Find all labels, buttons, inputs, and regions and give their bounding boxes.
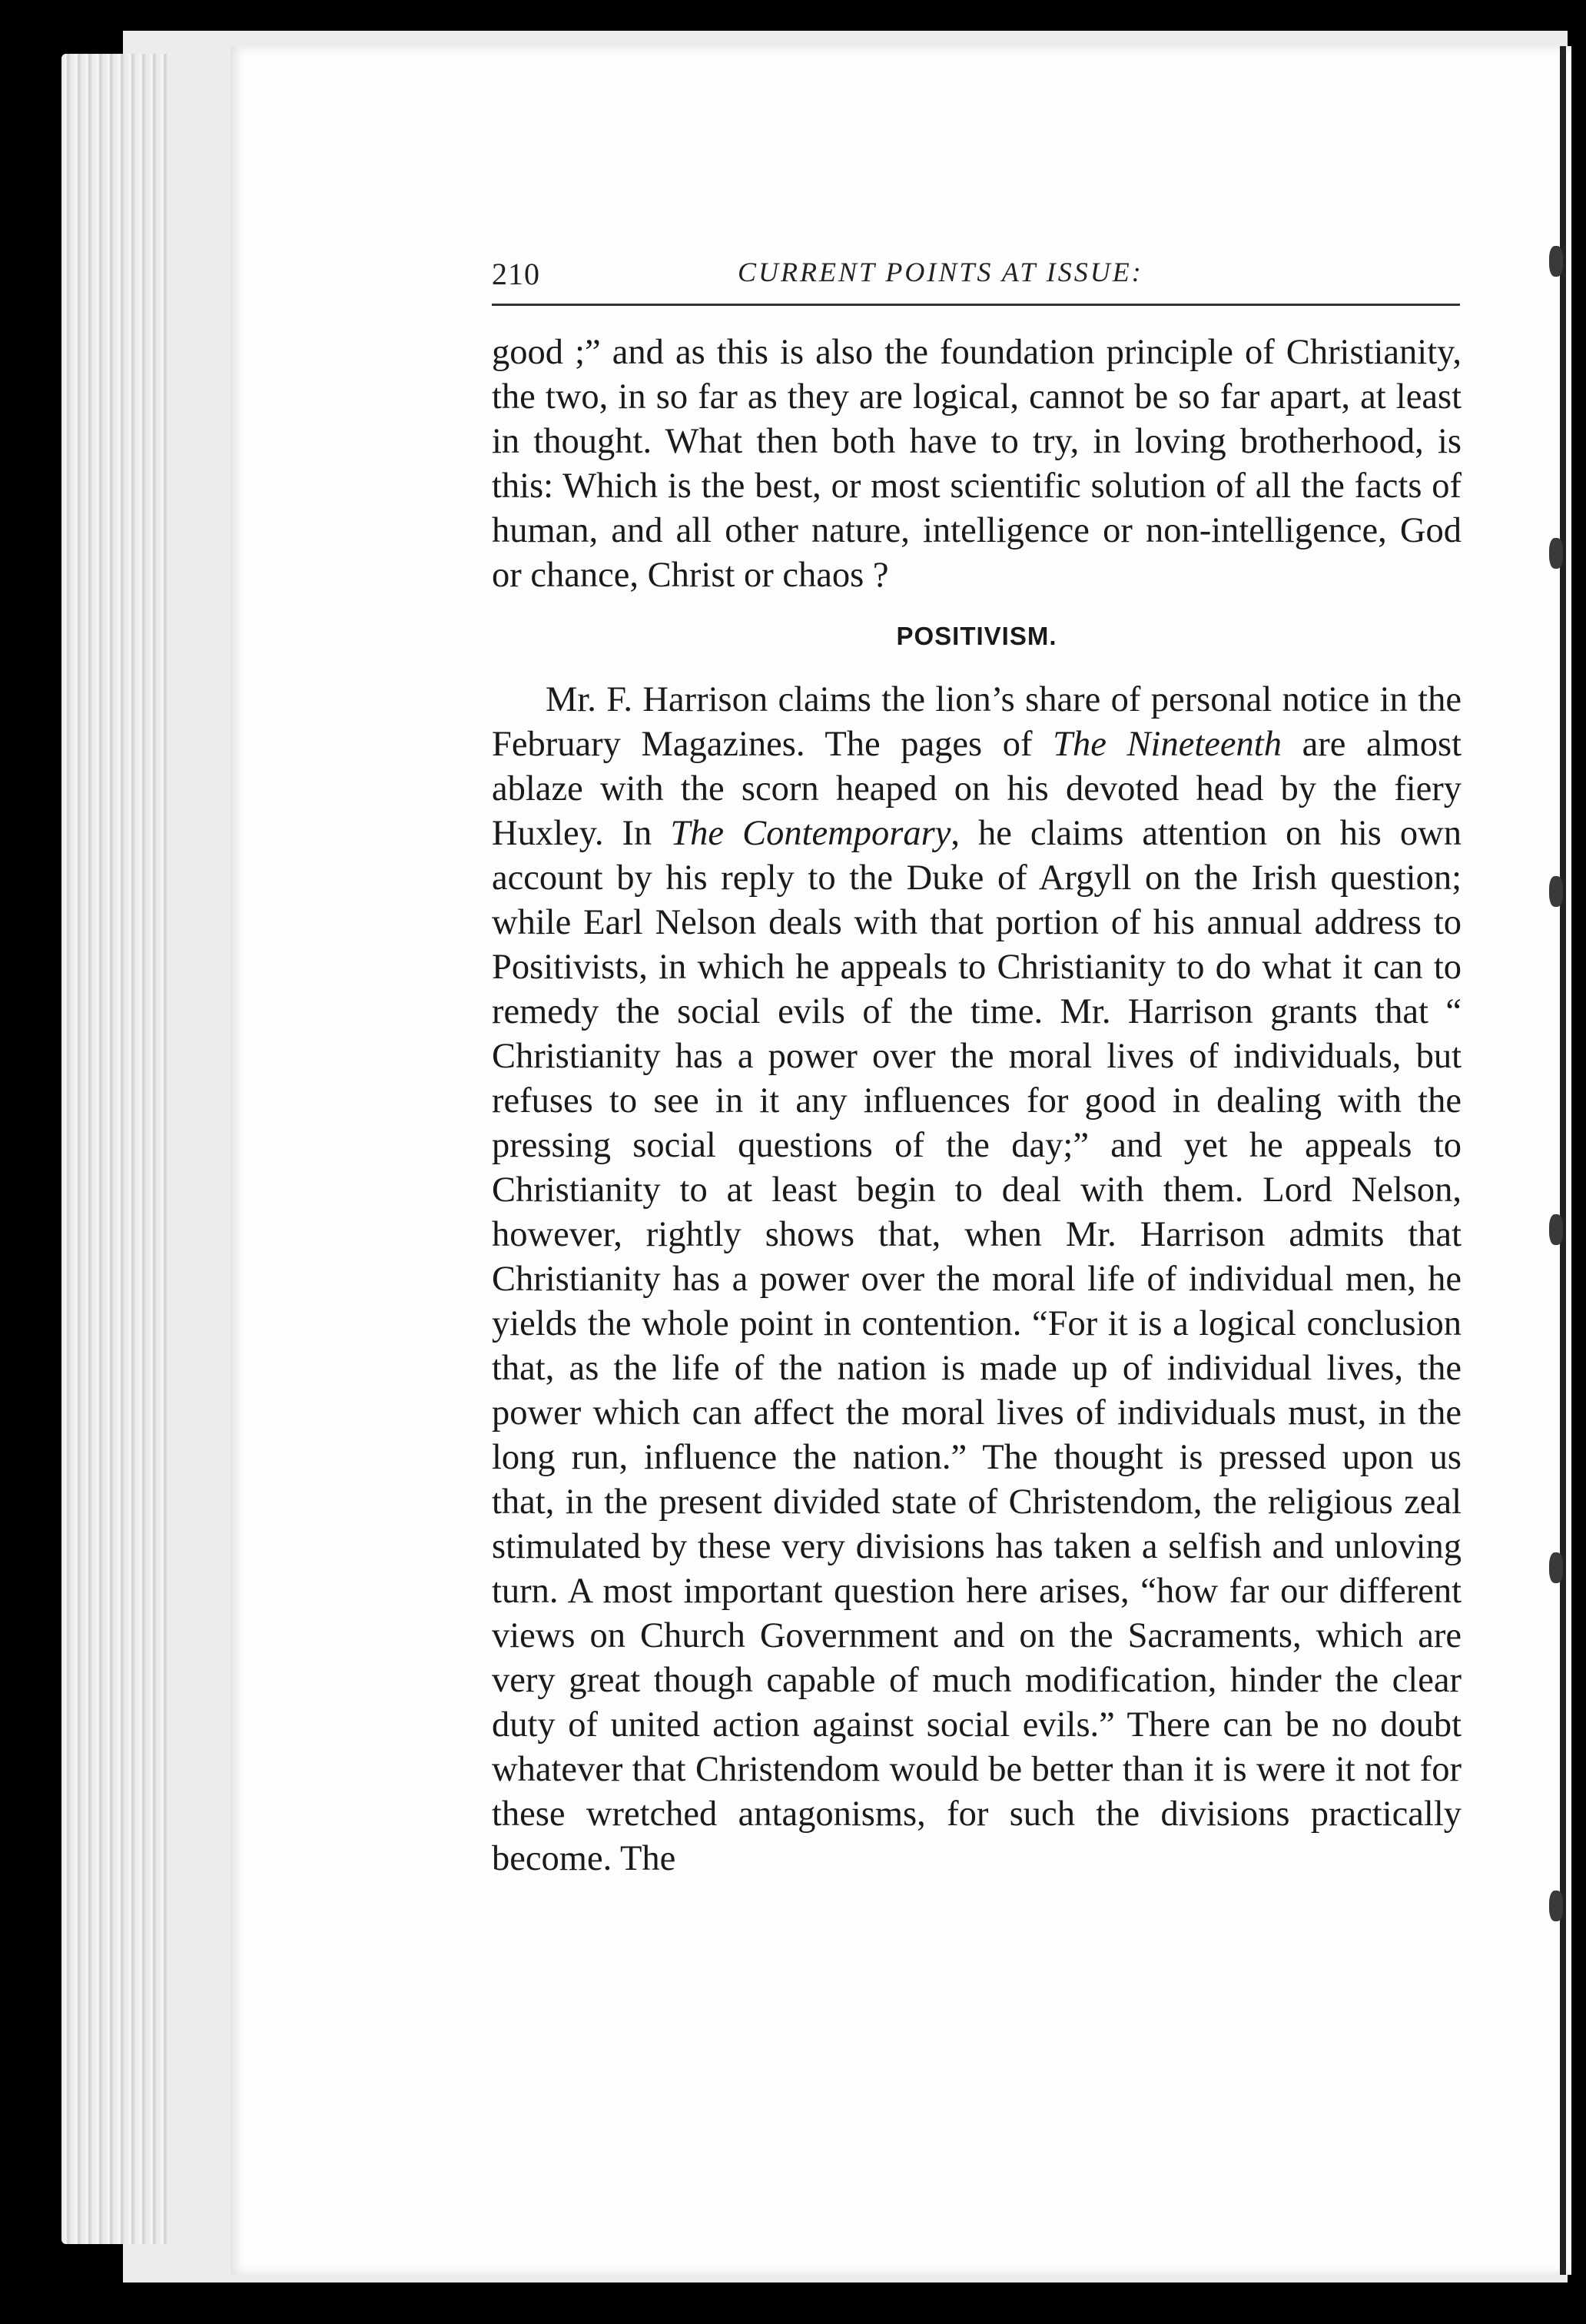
running-head: [492, 250, 1460, 306]
journal-title-nineteenth: The Nineteenth: [1053, 725, 1282, 764]
binding-thread: [1549, 538, 1563, 569]
paragraph-2-text: are almost ablaze with the scorn heaped on his devoted head by the fiery Huxley. In: [492, 725, 1462, 853]
section-heading: POSITIVISM.: [896, 622, 1057, 650]
page-number: 210: [492, 257, 540, 291]
running-title: CURRENT POINTS AT ISSUE:: [738, 257, 1143, 287]
binding-thread: [1549, 1552, 1563, 1583]
book-binding: [1560, 46, 1566, 2275]
binding-thread: [1549, 246, 1563, 277]
journal-title-contemporary: The Contemporary: [670, 814, 951, 853]
binding-thread: [1549, 1214, 1563, 1245]
paragraph-2: [492, 678, 1462, 1881]
binding-thread: [1549, 876, 1563, 907]
paragraph-2-text: Mr. F. Harrison claims the lion’s share of personal notice in the February Magazines. The pages of: [492, 680, 1462, 764]
paragraph-2-text: , he claims attention on his own account by his reply to the Duke of Argyll on the Irish question; while Earl Nelson deals with that portion of his annual address to Positivists, in which he appeals to Christianity to do what it can to remedy the social evils of the time. Mr. Harrison grants that “ Christianity has a power over the moral lives of individuals, but refuses to see in it any influences for good in dealing with the pressing social questions of the day;” and yet he appeals to Christianity to at least begin to deal with them. Lord Nelson, however, rightly shows that, when Mr. Harrison admits that Christianity has a power over the moral life of individual men, he yields the whole point in contention. “For it is a logical conclusion that, as the life of the nation is made up of individual lives, the power which can affect the moral lives of individuals must, in the long run, influence the nation.” The thought is pressed upon us that, in the present divided state of Christendom, the religious zeal stimulated by these very divisions has taken a selfish and unloving turn. A most important question here arises, “how far our different views on Church Government and on the Sacraments, which are very great though capable of much modification, hinder the clear duty of united action against social evils.” There can be no doubt whatever that Christendom would be better than it is were it not for these wretched antagonisms, for such the divisions practically become. The: [492, 814, 1462, 1878]
page-edges: [61, 54, 169, 2244]
page-body: [492, 330, 1462, 1881]
paragraph-1: good ;” and as this is also the foundation principle of Christianity, the two, in so far as they are logical, cannot be so far apart, at least in thought. What then both have to try, in loving brotherhood, is this: Which is the best, or most scientific solution of all the facts of human, and all other nature, intelligence or non-intelligence, God or chance, Christ or chaos ?: [492, 333, 1462, 595]
binding-thread: [1549, 1891, 1563, 1921]
